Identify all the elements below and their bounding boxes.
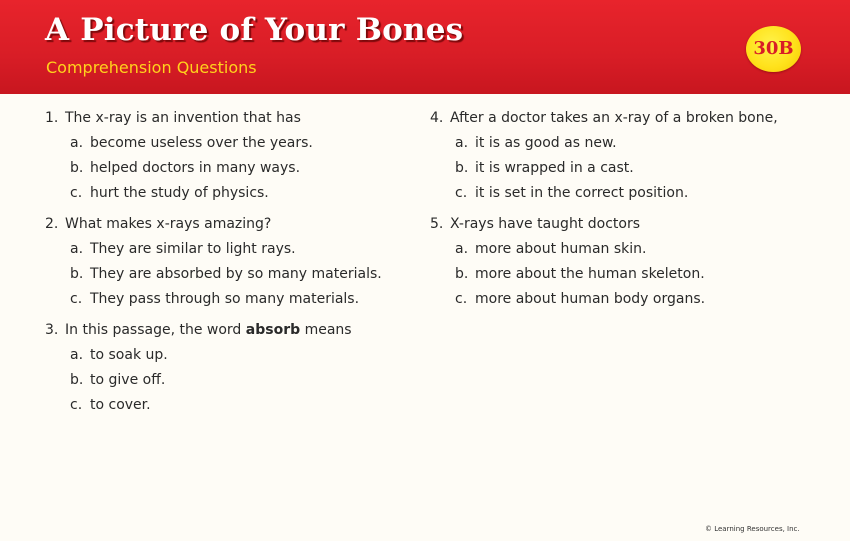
option-text: become useless over the years. bbox=[90, 135, 313, 151]
question-number: 5. bbox=[430, 216, 444, 232]
questions-right-column bbox=[430, 108, 830, 320]
option-text: it is set in the correct position. bbox=[475, 185, 689, 201]
question-text: X-rays have taught doctors bbox=[450, 216, 641, 232]
answer-option[interactable] bbox=[45, 183, 425, 203]
option-letter: c. bbox=[70, 291, 83, 307]
question-number: 2. bbox=[45, 216, 59, 232]
option-letter: c. bbox=[70, 397, 83, 413]
question-3-prompt bbox=[45, 320, 425, 340]
option-text: They pass through so many materials. bbox=[90, 291, 360, 307]
option-text: to soak up. bbox=[90, 347, 168, 363]
option-text: more about the human skeleton. bbox=[475, 266, 705, 282]
question-number: 1. bbox=[45, 110, 59, 126]
option-letter: a. bbox=[70, 135, 84, 151]
question-text-start: In this passage, the word bbox=[65, 322, 246, 338]
option-letter: a. bbox=[70, 347, 84, 363]
option-letter: b. bbox=[70, 372, 84, 388]
question-2 bbox=[45, 214, 425, 309]
answer-option[interactable] bbox=[45, 395, 425, 415]
question-4-prompt bbox=[430, 108, 830, 128]
option-letter: c. bbox=[455, 291, 468, 307]
answer-option[interactable] bbox=[45, 133, 425, 153]
option-text: more about human skin. bbox=[475, 241, 647, 257]
answer-option[interactable] bbox=[430, 158, 830, 178]
questions-left-column bbox=[45, 108, 425, 426]
answer-option[interactable] bbox=[430, 183, 830, 203]
answer-option[interactable] bbox=[45, 345, 425, 365]
option-letter: b. bbox=[455, 160, 469, 176]
page-subtitle: Comprehension Questions bbox=[46, 58, 257, 77]
answer-option[interactable] bbox=[430, 289, 830, 309]
card-number-badge: 30B bbox=[746, 26, 801, 72]
answer-option[interactable] bbox=[430, 264, 830, 284]
question-5 bbox=[430, 214, 830, 309]
option-letter: c. bbox=[70, 185, 83, 201]
vocabulary-word: absorb bbox=[245, 322, 301, 338]
question-3 bbox=[45, 320, 425, 415]
option-letter: a. bbox=[455, 135, 469, 151]
option-text: hurt the study of physics. bbox=[90, 185, 269, 201]
question-text: What makes x-rays amazing? bbox=[65, 216, 272, 232]
copyright-notice: © Learning Resources, Inc. bbox=[705, 525, 800, 533]
option-text: to give off. bbox=[90, 372, 166, 388]
option-letter: b. bbox=[70, 266, 84, 282]
answer-option[interactable] bbox=[430, 133, 830, 153]
question-text: After a doctor takes an x-ray of a broken bone, bbox=[450, 110, 778, 126]
question-number: 3. bbox=[45, 322, 59, 338]
option-letter: b. bbox=[455, 266, 469, 282]
question-1 bbox=[45, 108, 425, 203]
question-5-prompt bbox=[430, 214, 830, 234]
question-2-prompt bbox=[45, 214, 425, 234]
option-letter: c. bbox=[455, 185, 468, 201]
answer-option[interactable] bbox=[430, 239, 830, 259]
answer-option[interactable] bbox=[45, 370, 425, 390]
option-letter: b. bbox=[70, 160, 84, 176]
question-4 bbox=[430, 108, 830, 203]
option-text: helped doctors in many ways. bbox=[90, 160, 301, 176]
question-text: The x-ray is an invention that has bbox=[65, 110, 301, 126]
answer-option[interactable] bbox=[45, 158, 425, 178]
option-text: it is wrapped in a cast. bbox=[475, 160, 634, 176]
option-text: more about human body organs. bbox=[475, 291, 706, 307]
question-text-end: means bbox=[300, 322, 352, 338]
answer-option[interactable] bbox=[45, 264, 425, 284]
question-1-prompt bbox=[45, 108, 425, 128]
header-banner bbox=[0, 0, 850, 94]
option-text: They are similar to light rays. bbox=[90, 241, 296, 257]
option-text: to cover. bbox=[90, 397, 151, 413]
answer-option[interactable] bbox=[45, 289, 425, 309]
page-title: A Picture of Your Bones bbox=[45, 12, 464, 48]
option-text: it is as good as new. bbox=[475, 135, 617, 151]
question-number: 4. bbox=[430, 110, 444, 126]
option-text: They are absorbed by so many materials. bbox=[90, 266, 382, 282]
option-letter: a. bbox=[70, 241, 84, 257]
answer-option[interactable] bbox=[45, 239, 425, 259]
option-letter: a. bbox=[455, 241, 469, 257]
